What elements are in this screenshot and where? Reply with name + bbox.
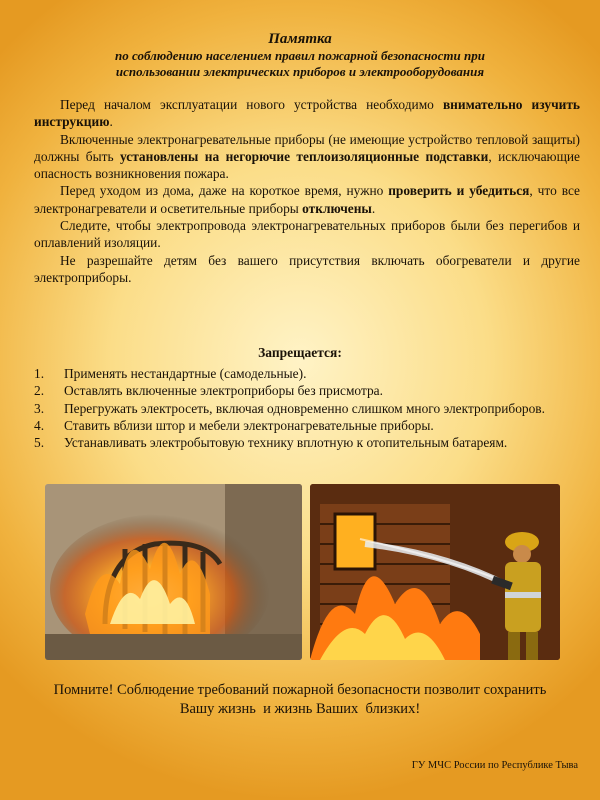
list-item: 1. Применять нестандартные (самодельные). <box>34 366 307 381</box>
burning-heater-illustration <box>45 484 302 660</box>
page-title: Памятка <box>268 31 332 47</box>
footer-note <box>0 681 600 719</box>
organization-signature: ГУ МЧС России по Республике Тыва <box>411 760 578 771</box>
list-item: 3. Перегружать электросеть, включая одновременно слишком много электроприборов. <box>34 400 545 416</box>
paragraph-children: Не разрешайте детям без вашего присутствия включать обогреватели и другие электроприборы. <box>34 252 580 285</box>
emphasis-switched-off: отключены <box>302 200 372 216</box>
page-subtitle-line2: использовании электрических приборов и электрооборудования <box>115 64 485 79</box>
forbidden-list <box>34 365 580 451</box>
header <box>0 31 600 80</box>
list-item: 4. Ставить вблизи штор и мебели электронагревательные приборы. <box>34 417 434 433</box>
footer-line1: Помните! Соблюдение требований пожарной безопасности позволит сохранить <box>53 682 547 698</box>
list-item: 5. Устанавливать электробытовую технику вплотную к отопительным батареям. <box>34 435 508 451</box>
paragraph-wires: Следите, чтобы электропровода электронагревательных приборов были без перегибов и оплавлений изоляции. <box>34 218 580 251</box>
emphasis-nonflammable-stands: установлены на негорючие теплоизоляционные подставки <box>119 148 489 164</box>
page-subtitle-line1: по соблюдению населением правил пожарной безопасности при <box>115 48 485 63</box>
paragraph-heat-stands: Включенные электронагревательные приборы (не имеющие устройство тепловой защиты) должны быть установлены на негорючие теплоизоляционные подставки, исключающие опасность возникновения пожара. <box>34 131 580 182</box>
footer-line2: Вашу жизнь и жизнь Ваших близких! <box>179 701 421 717</box>
paragraph-instructions: Перед началом эксплуатации нового устройства необходимо внимательно изучить инструкцию. <box>34 97 580 130</box>
paragraph-leaving-home: Перед уходом из дома, даже на короткое время, нужно проверить и убедиться, что все электронагреватели и осветительные приборы отключены. <box>34 183 580 216</box>
firefighter-illustration <box>310 484 560 660</box>
burning-heater-photo <box>45 484 302 660</box>
emphasis-read-instructions: внимательно изучить инструкцию <box>34 97 580 130</box>
instructions-body <box>34 96 580 286</box>
emphasis-check: проверить и убедиться <box>388 183 530 199</box>
list-item: 2. Оставлять включенные электроприборы без присмотра. <box>34 383 383 399</box>
firefighter-house-fire-photo <box>310 484 560 660</box>
forbidden-title: Запрещается: <box>258 345 342 360</box>
